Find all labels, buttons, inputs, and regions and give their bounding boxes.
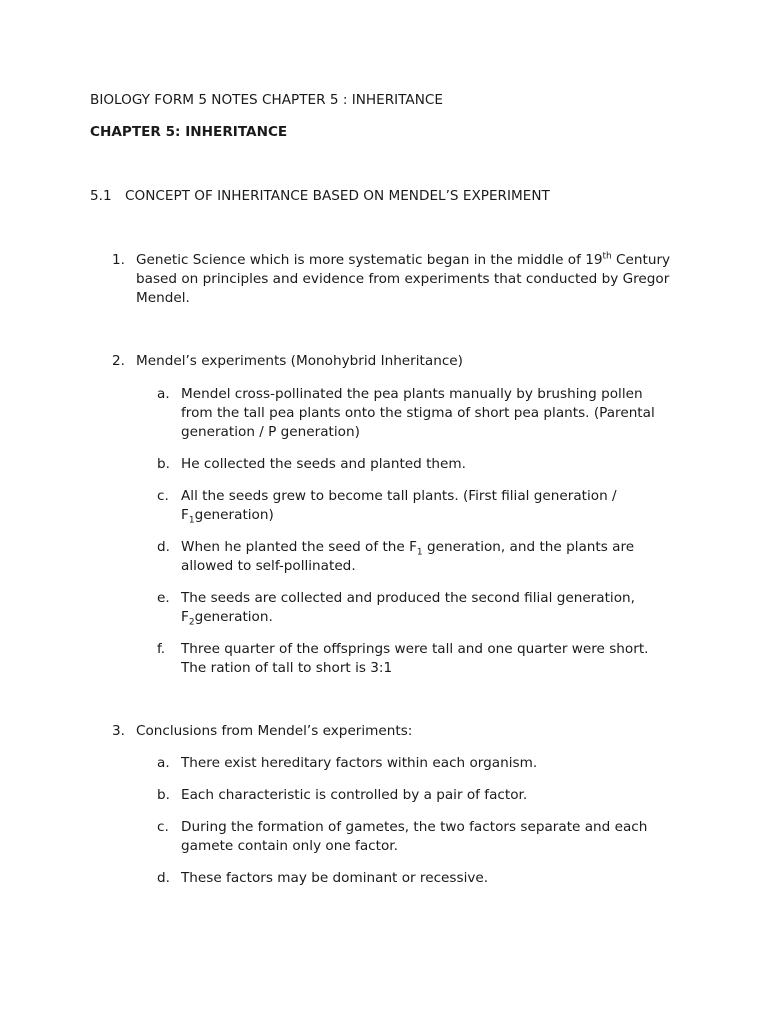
sub-marker: b. bbox=[157, 456, 170, 472]
sub-item-3b bbox=[157, 786, 657, 805]
document-header: BIOLOGY FORM 5 NOTES CHAPTER 5 : INHERITANCE bbox=[90, 92, 443, 108]
sub-marker: c. bbox=[157, 819, 169, 835]
list-marker: 1. bbox=[112, 252, 125, 268]
text-part: generation, and the plants are allowed to self-pollinated. bbox=[181, 539, 635, 574]
sub-item-3a bbox=[157, 754, 657, 773]
text-part: The seeds are collected and produced the second filial generation, F bbox=[181, 590, 635, 625]
text-part: When he planted the seed of the F bbox=[181, 539, 417, 555]
sub-item-text: Three quarter of the offsprings were tall and one quarter were short. The ration of tall to short is 3:1 bbox=[181, 641, 649, 676]
sub-item-text: Mendel cross-pollinated the pea plants manually by brushing pollen from the tall pea plants onto the stigma of short pea plants. (Parental generation / P generation) bbox=[181, 386, 655, 440]
sub-marker: b. bbox=[157, 787, 170, 803]
list-item-2 bbox=[112, 352, 692, 371]
sub-item-text: These factors may be dominant or recessive. bbox=[181, 870, 489, 886]
sub-item-text: During the formation of gametes, the two factors separate and each gamete contain only one factor. bbox=[181, 819, 648, 854]
list-item-text bbox=[136, 251, 692, 308]
section-number: 5.1 bbox=[90, 188, 112, 204]
sub-marker: d. bbox=[157, 539, 170, 555]
sub-item-2b bbox=[157, 455, 657, 474]
sub-item-text: He collected the seeds and planted them. bbox=[181, 456, 466, 472]
sub-marker: a. bbox=[157, 755, 170, 771]
sub-item-2d bbox=[157, 538, 657, 576]
chapter-title: CHAPTER 5: INHERITANCE bbox=[90, 124, 288, 140]
sub-item-2e bbox=[157, 589, 657, 627]
list-item-text: Conclusions from Mendel’s experiments: bbox=[136, 723, 413, 739]
section-heading bbox=[90, 187, 550, 206]
list-marker: 2. bbox=[112, 353, 125, 369]
superscript: th bbox=[602, 251, 612, 262]
subscript: 2 bbox=[188, 617, 195, 628]
sub-item-2c bbox=[157, 487, 657, 525]
sub-item-text bbox=[181, 487, 657, 525]
subscript: 1 bbox=[188, 515, 195, 526]
section-title: CONCEPT OF INHERITANCE BASED ON MENDEL’S EXPERIMENT bbox=[125, 188, 550, 204]
sub-marker: f. bbox=[157, 641, 166, 657]
sub-marker: c. bbox=[157, 488, 169, 504]
sub-item-2a bbox=[157, 385, 657, 442]
sub-item-text bbox=[181, 589, 657, 627]
list-marker: 3. bbox=[112, 723, 125, 739]
text-part: Century based on principles and evidence from experiments that conducted by Gregor Mendel. bbox=[136, 252, 671, 306]
text-part: Genetic Science which is more systematic began in the middle of 19 bbox=[136, 252, 603, 268]
sub-item-text: Each characteristic is controlled by a pair of factor. bbox=[181, 787, 528, 803]
text-part: All the seeds grew to become tall plants. (First filial generation / F bbox=[181, 488, 617, 523]
sub-item-3d bbox=[157, 869, 657, 888]
sub-item-2f bbox=[157, 640, 657, 678]
subscript: 1 bbox=[416, 547, 423, 558]
sub-marker: e. bbox=[157, 590, 170, 606]
sub-marker: d. bbox=[157, 870, 170, 886]
sub-item-text: There exist hereditary factors within each organism. bbox=[181, 755, 538, 771]
sub-item-3c bbox=[157, 818, 657, 856]
text-part: generation. bbox=[194, 609, 273, 625]
sub-item-text bbox=[181, 538, 657, 576]
text-part: generation) bbox=[194, 507, 274, 523]
list-item-text: Mendel’s experiments (Monohybrid Inheritance) bbox=[136, 353, 463, 369]
list-item-1 bbox=[112, 251, 692, 308]
list-item-3 bbox=[112, 722, 692, 741]
sub-marker: a. bbox=[157, 386, 170, 402]
